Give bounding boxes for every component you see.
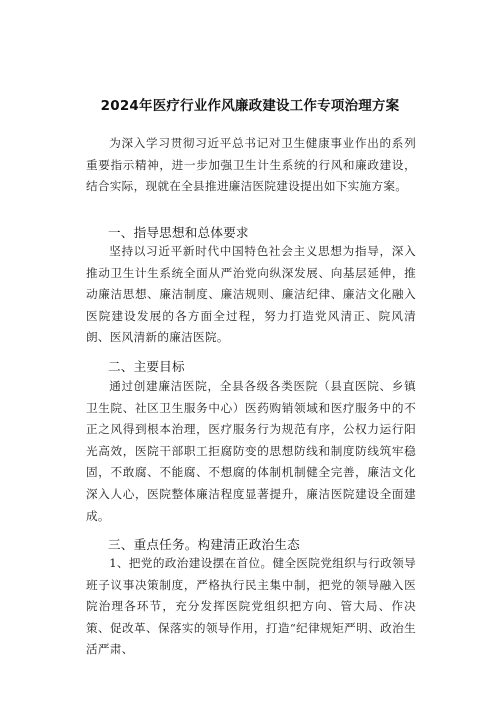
section-heading-2: 二、主要目标 — [108, 359, 185, 374]
section-paragraph-1: 坚持以习近平新时代中国特色社会主义思想为指导，深入推动卫生计生系统全面从严治党向纵深发展、向基层延伸，推动廉洁思想、廉洁制度、廉洁规则、廉洁纪律、廉洁文化融入医院建设发展的各方面全过程，努力打造党风清正、院风清朗、医风清新的廉洁医院。 — [86, 244, 416, 345]
section-paragraph-3: 1、把党的政治建设摆在首位。健全医院党组织与行政领导班子议事决策制度，严格执行民主集中制，把党的领导融入医院治理各环节，充分发挥医院党组织把方向、管大局、作决策、促改革、保落实的领导作用，打造“纪律规矩严明、政治生活严肃、 — [86, 556, 416, 657]
section-heading-1: 一、指导思想和总体要求 — [108, 225, 249, 240]
document-title: 2024年医疗行业作风廉政建设工作专项治理方案 — [100, 98, 400, 114]
section-paragraph-2: 通过创建廉洁医院，全县各级各类医院（县直医院、乡镇卫生院、社区卫生服务中心）医药购销领域和医疗服务中的不正之风得到根本治理，医疗服务行为规范有序，公权力运行阳光高效，医院干部职工拒腐防变的思想防线和制度防线筑牢稳固，不敢腐、不能腐、不想腐的体制机制健全完善，廉洁文化深入人心，医院整体廉洁程度显著提升，廉洁医院建设全面建成。 — [86, 379, 416, 523]
intro-paragraph: 为深入学习贯彻习近平总书记对卫生健康事业作出的系列重要指示精神，进一步加强卫生计生系统的行风和廉政建设，结合实际，现就在全县推进廉洁医院建设提出如下实施方案。 — [86, 136, 416, 194]
section-heading-3: 三、重点任务。构建清正政治生态 — [108, 537, 300, 552]
